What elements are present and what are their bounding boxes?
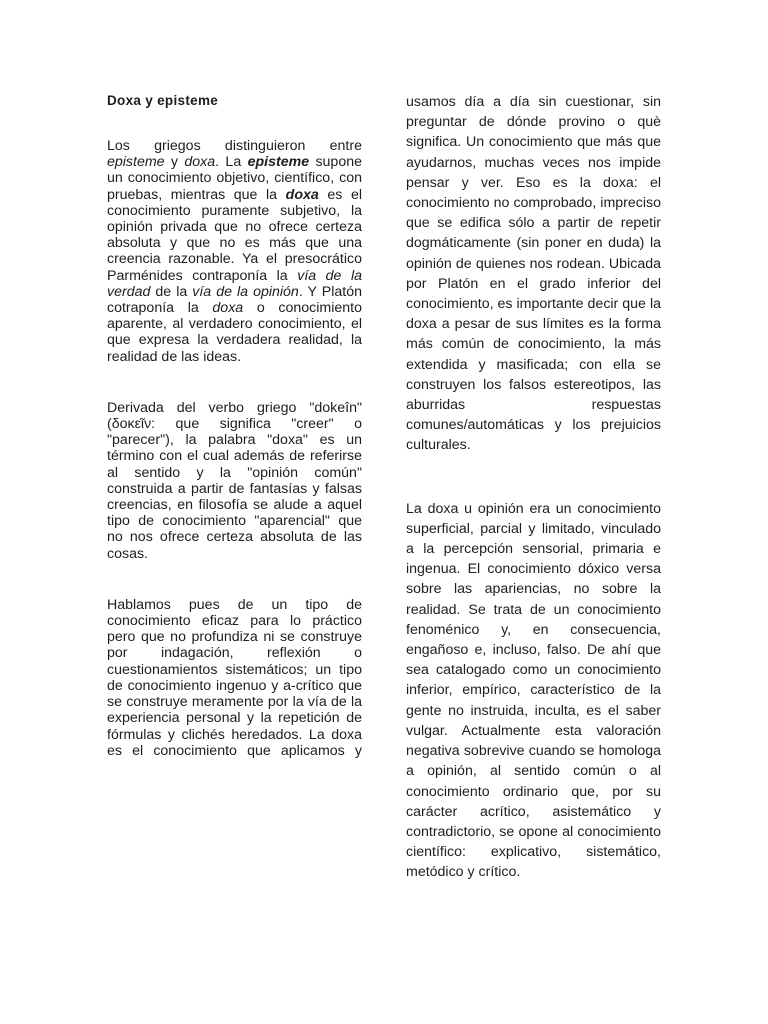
text-run: de la xyxy=(150,283,193,300)
term-via-verdad: vía de la verdad xyxy=(107,267,362,300)
paragraph-continuation: usamos día a día sin cuestionar, sin preguntar de dónde provino o què significa. Un conocimiento que más que ayudarnos, muchas veces nos impide pensar y ver. Eso es la doxa: el conocimiento no comprobado, impreciso que se edifica sólo a partir de repetir dogmáticamente (sin poner en duda) la opinión de quienes nos rodean. Ubicada por Platón en el grado inferior del conocimiento, es importante decir que la doxa a pesar de sus límites es la forma más común de conocimiento, la más extendida y masificada; con ella se construyen los falsos estereotipos, las aburridas respuestas comunes/automáticas y los prejuicios culturales. xyxy=(406,94,661,454)
left-column xyxy=(107,92,362,759)
document-title: Doxa y episteme xyxy=(107,93,219,108)
text-run: es el conocimiento puramente subjetivo, la opinión privada que no ofrece certeza absoluta y que no es más que una creencia razonable. Ya el presocrático Parménides contraponía la xyxy=(107,186,362,284)
text-run: o conocimiento aparente, al verdadero conocimiento, el que expresa la verdadera realidad, la realidad de las ideas. xyxy=(107,300,362,365)
paragraph-practical-knowledge: Hablamos pues de un tipo de conocimiento eficaz para lo práctico pero que no profundiza ni se construye por indagación, reflexión o cuestionamientos sistemáticos; un tipo de conocimiento ingenuo y a-crítico que se construye meramente por la vía de la experiencia personal y la repetición de fórmulas y clichés heredados. La doxa es el conocimiento que aplicamos y xyxy=(107,596,362,759)
term-doxa: doxa xyxy=(212,300,244,317)
text-run: . Y Platón cotraponía la xyxy=(107,283,362,317)
paragraph-doxa-opinion: La doxa u opinión era un conocimiento superficial, parcial y limitado, vinculado a la percepción sensorial, primaria e ingenua. El conocimiento dóxico versa sobre las apariencias, no sobre la realidad. Se trata de un conocimiento fenoménico y, en consecuencia, engañoso e, incluso, falso. De ahí que sea catalogado como un conocimiento inferior, empírico, característico de la gente no instruida, inculta, es el saber vulgar. Actualmente esta valoración negativa sobrevive cuando se homologa a opinión, al sentido común o al conocimiento ordinario que, por su carácter acrítico, asistemático y contradictorio, se opone al conocimiento científico: explicativo, sistemático, metódico y crítico. xyxy=(406,500,661,881)
paragraph-etymology: Derivada del verbo griego "dokeîn" (δοκεῖν: que significa "creer" o "parecer"), la palabra "doxa" es un término con el cual además de referirse al sentido y la "opinión común" construida a partir de fantasías y falsas creencias, en filosofía se alude a aquel tipo de conocimiento "aparencial" que no nos ofrece certeza absoluta de las cosas. xyxy=(107,399,362,562)
text-run: supone un conocimiento objetivo, científico, con pruebas, mientras que la xyxy=(107,154,362,203)
term-doxa: doxa xyxy=(184,154,216,171)
text-run: . La xyxy=(215,154,248,171)
text-run: y xyxy=(164,154,185,171)
term-via-opinion: vía de la opinión xyxy=(192,283,299,300)
term-doxa-bold: doxa xyxy=(285,186,319,203)
term-episteme-bold: episteme xyxy=(247,154,310,171)
term-episteme: episteme xyxy=(107,154,165,171)
right-column xyxy=(406,92,661,883)
paragraph-episteme-doxa xyxy=(107,138,362,365)
text-run: Los griegos distinguieron entre xyxy=(107,138,362,154)
